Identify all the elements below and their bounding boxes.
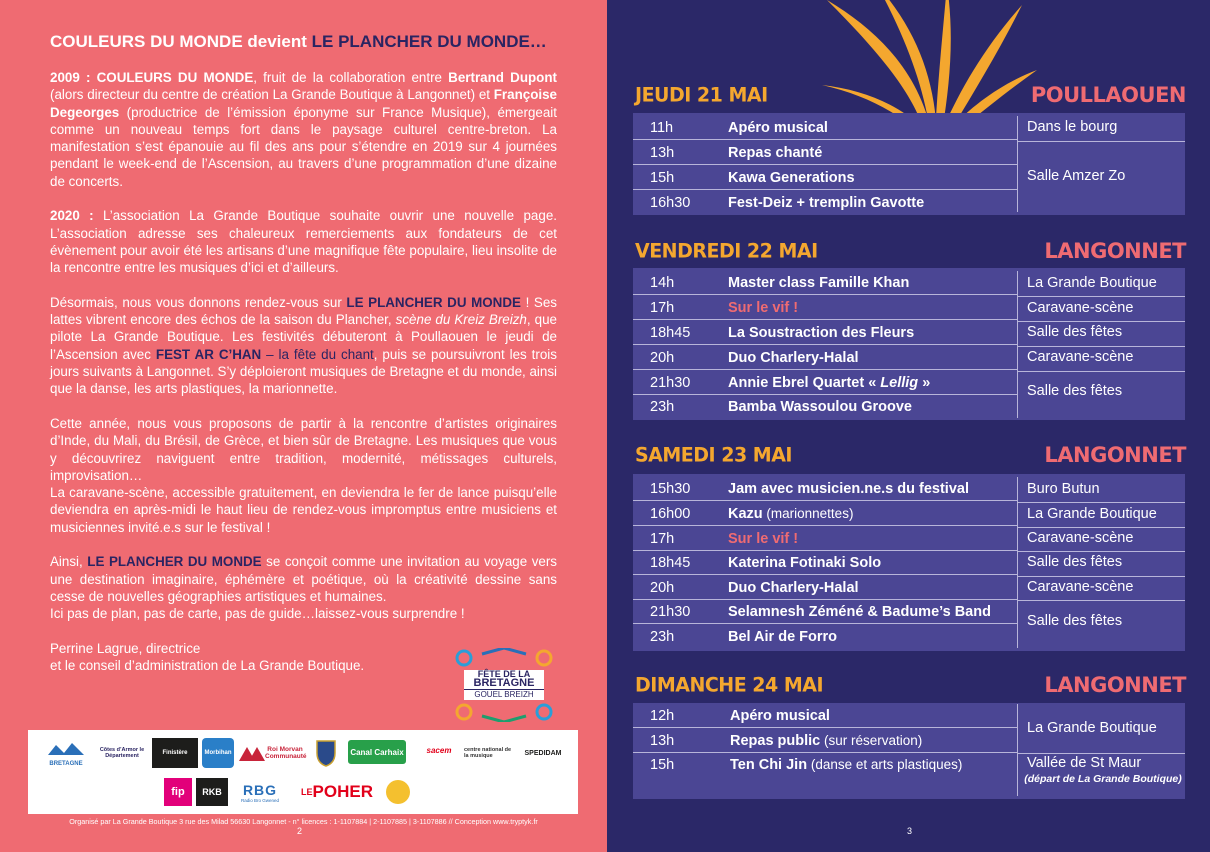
paragraph-2009 — [50, 69, 557, 190]
text-fragment: Ici pas de plan, pas de carte, pas de guide…laissez-vous surprendre ! — [50, 606, 465, 622]
day-heading-sunday: DIMANCHE 24 MAI — [635, 673, 824, 697]
time: 13h — [650, 732, 675, 749]
table-row — [633, 395, 1017, 419]
bretagne-label: BRETAGNE — [49, 761, 83, 767]
table-row — [633, 600, 1017, 624]
year-2009: 2009 : COULEURS DU MONDE — [50, 70, 254, 85]
act: Duo Charlery-Halal — [728, 349, 859, 366]
paragraph-2020 — [50, 207, 557, 276]
paragraph-plancher — [50, 294, 557, 398]
time: 15h30 — [650, 480, 691, 497]
act-highlight: Sur le vif ! — [728, 530, 799, 547]
venue-divider — [1018, 371, 1185, 372]
act — [728, 375, 930, 391]
town-heading-langonnet: LANGONNET — [1044, 443, 1186, 467]
time: 17h — [650, 299, 675, 316]
text-fragment: (productrice de l’émission éponyme sur France Musique), émergeait comme un nouveau temps fort dans le paysage culturel centre-breton. La manifestation s’est épanouie au fil des ans pour s’étendre en 2019 sur 4 journées pendant le week-end de l’Ascension, au travers d’une programmation d’une dizaine de concerts. — [50, 104, 557, 189]
table-row — [633, 116, 1017, 140]
paragraph-artists — [50, 415, 557, 536]
table-row — [633, 346, 1017, 370]
time: 23h — [650, 629, 675, 645]
venue-divider — [1018, 141, 1185, 142]
town-heading-langonnet: LANGONNET — [1044, 239, 1186, 263]
fete-logo-line1: FÊTE DE LA — [477, 669, 531, 679]
venue: Caravane-scène — [1027, 349, 1134, 365]
canal-carhaix-label: Canal Carhaix — [350, 747, 404, 757]
year-2020: 2020 : — [50, 208, 94, 224]
act: Bel Air de Forro — [728, 629, 838, 645]
time: 21h30 — [650, 603, 691, 620]
spedidam-label: SPEDIDAM — [524, 749, 562, 757]
time: 23h — [650, 399, 675, 415]
venue: Salle des fêtes — [1027, 613, 1123, 629]
column-divider — [1017, 704, 1018, 796]
venue: Caravane-scène — [1027, 300, 1134, 316]
act-note: (marionnettes) — [762, 505, 854, 521]
sacem-logo — [420, 740, 458, 760]
time: 12h — [650, 707, 675, 724]
rkb-label: RKB — [202, 787, 222, 797]
poher-prefix: LE — [301, 787, 313, 797]
schedule-table-friday — [633, 268, 1185, 420]
table-row — [633, 704, 1017, 728]
right-page — [607, 0, 1210, 852]
footer-credits: Organisé par La Grande Boutique 3 rue des Milad 56630 Langonnet - n° licences : 1-1107884 | 2-1107885 | 3-1107886 // Conception www.tryptyk.fr — [69, 817, 538, 826]
cotes-label: Côtes d’Armor le Département — [99, 747, 145, 759]
finistere-logo — [152, 738, 198, 768]
day-heading-saturday: SAMEDI 23 MAI — [635, 443, 792, 467]
table-row — [633, 166, 1017, 190]
venue-divider — [1018, 576, 1185, 577]
venue: La Grande Boutique — [1027, 275, 1157, 291]
table-row — [633, 477, 1017, 501]
text-fragment: (alors directeur du centre de création La Grande Boutique à Langonnet) et — [50, 87, 494, 103]
rbg-label: RBG — [242, 781, 278, 798]
morbihan-logo — [202, 738, 234, 768]
fip-logo — [164, 778, 192, 806]
venue: Salle des fêtes — [1027, 383, 1123, 399]
act-text-end: » — [918, 374, 931, 391]
text-fragment: La caravane-scène, accessible gratuitement, en deviendra le fer de lance puisqu’elle deviendra en après-midi le haut lieu de rendez-vous impromptus entre musiciens et musiciennes invité.e.s sur le festival ! — [50, 485, 557, 535]
fete-logo-line2: BRETAGNE — [473, 677, 535, 689]
act — [728, 531, 798, 547]
act: Fest-Deiz + tremplin Gavotte — [728, 195, 925, 211]
highlight-fest-ar-chan: FEST AR C’HAN — [155, 346, 262, 362]
fete-logo-line3: GOUEL BREIZH — [474, 690, 534, 699]
time: 18h45 — [650, 554, 691, 571]
text-fragment: , fruit de la collaboration entre — [253, 70, 449, 85]
page-title — [50, 32, 547, 52]
page-number-right: 3 — [907, 826, 913, 836]
table-row — [633, 371, 1017, 395]
venue-divider — [1018, 551, 1185, 552]
table-row — [633, 729, 1017, 753]
table-row — [633, 502, 1017, 526]
title-part1: COULEURS DU MONDE devient — [50, 32, 312, 51]
venue: Dans le bourg — [1027, 119, 1118, 135]
text-fragment: ! Ses lattes vibrent encore des échos de la saison du Plancher, — [50, 294, 557, 328]
time: 20h — [650, 579, 675, 596]
sacem-label: sacem — [426, 745, 452, 755]
act-note: (sur réservation) — [820, 732, 923, 748]
time: 17h — [650, 530, 675, 547]
text-fragment: Désormais, nous vous donnons rendez-vous sur — [50, 294, 347, 310]
fete-du-chant: – la fête du chant — [261, 346, 374, 362]
venue-divider — [1018, 321, 1185, 322]
table-row — [633, 527, 1017, 551]
region-bretagne-logo — [36, 738, 96, 770]
table-row — [633, 753, 1017, 777]
schedule-table-saturday — [633, 474, 1185, 651]
text-fragment: L’association La Grande Boutique souhaite ouvrir une nouvelle page. L’association adresse ses chaleureux remerciements aux fondateurs de cet évènement pour avoir été les artisans d’une magnifique fête populaire, lieu insolite de la rencontre entre les musiques d’ici et d’ailleurs. — [50, 208, 557, 276]
roi-morvan-icon — [239, 745, 265, 761]
rbg-logo — [232, 778, 288, 806]
venue: Salle des fêtes — [1027, 324, 1123, 340]
text-fragment: Cette année, nous vous proposons de partir à la rencontre d’artistes originaires d’Inde, du Mali, du Brésil, de Grèce, et bien sûr de Bretagne. Les musiques que vous y découvrirez naviguent entre tradition, modernité, métissages culturels, improvisation… — [50, 415, 557, 483]
column-divider — [1017, 271, 1018, 418]
act: Jam avec musicien.ne.s du festival — [728, 480, 969, 497]
venue-divider — [1018, 600, 1185, 601]
town-heading-poullaouen: POULLAOUEN — [1030, 83, 1186, 107]
morbihan-label: Morbihan — [204, 750, 232, 756]
act: Duo Charlery-Halal — [728, 579, 859, 596]
text-fragment: se conçoit comme une invitation au voyage vers une destination imaginaire, éphémère et poétique, où la créativité dessine sans cesse de nouvelles géographies artistiques et humaines. — [50, 554, 558, 604]
time: 11h — [650, 119, 674, 136]
act: Master class Famille Khan — [728, 274, 910, 291]
act-italic: Lellig — [880, 374, 919, 391]
roi-morvan-label: Roi Morvan Communauté — [265, 746, 307, 760]
act-text: Ten Chi Jin — [730, 757, 808, 773]
rbg-sublabel: Radio Bro Gwened — [240, 797, 280, 803]
act: Apéro musical — [728, 119, 828, 136]
venue-divider — [1018, 502, 1185, 503]
town-heading-langonnet: LANGONNET — [1044, 673, 1186, 697]
column-divider — [1017, 116, 1018, 212]
venue: La Grande Boutique — [1027, 720, 1157, 736]
act — [730, 757, 962, 773]
sponsor-logos — [28, 730, 578, 814]
act — [728, 300, 798, 316]
act: Bamba Wassoulou Groove — [728, 399, 912, 415]
schedule-table-sunday — [633, 703, 1185, 799]
name-degeorges: Françoise Degeorges — [50, 87, 557, 120]
act-highlight: Sur le vif ! — [728, 299, 799, 316]
time: 15h — [650, 757, 675, 773]
venue: Salle Amzer Zo — [1027, 168, 1126, 184]
act — [730, 733, 922, 749]
intro-text — [50, 69, 557, 692]
act: Kawa Generations — [728, 169, 855, 186]
act: Repas chanté — [728, 144, 823, 161]
coat-of-arms-icon — [315, 739, 337, 767]
coat-of-arms-logo — [312, 738, 340, 768]
venue: Buro Butun — [1027, 481, 1100, 497]
act: Katerina Fotinaki Solo — [728, 554, 882, 571]
highlight-plancher: LE PLANCHER DU MONDE — [346, 294, 521, 310]
venue-note: (départ de La Grande Boutique) — [1024, 773, 1182, 785]
time: 18h45 — [650, 324, 691, 341]
rkb-logo — [196, 778, 228, 806]
act — [728, 506, 853, 522]
act-text: Repas public — [730, 732, 821, 749]
venue: Caravane-scène — [1027, 579, 1134, 595]
canal-carhaix-logo — [348, 740, 406, 764]
le-poher-logo — [292, 780, 382, 804]
spedidam-logo — [516, 740, 570, 766]
table-row — [633, 141, 1017, 165]
act-note: (danse et arts plastiques) — [807, 757, 963, 772]
venue-divider — [1018, 753, 1185, 754]
roi-morvan-logo — [238, 738, 306, 768]
signature-line2: et le conseil d’administration de La Grande Boutique. — [50, 658, 365, 674]
venue: Vallée de St Maur — [1027, 755, 1142, 771]
paragraph-ainsi — [50, 553, 557, 622]
title-part2: LE PLANCHER DU MONDE… — [311, 32, 547, 51]
act: Apéro musical — [730, 707, 830, 724]
act-text: Kazu — [728, 505, 763, 522]
text-fragment: Ainsi, — [50, 554, 88, 570]
schedule-table-thursday — [633, 113, 1185, 215]
time: 16h30 — [650, 195, 691, 211]
day-heading-friday: VENDREDI 22 MAI — [635, 239, 818, 263]
table-row — [633, 271, 1017, 295]
highlight-plancher: LE PLANCHER DU MONDE — [87, 554, 262, 570]
venue: Salle des fêtes — [1027, 554, 1123, 570]
venue-divider — [1018, 346, 1185, 347]
cnm-label: centre national de la musique — [464, 747, 512, 759]
round-yellow-logo — [386, 780, 410, 804]
name-dupont: Bertrand Dupont — [448, 70, 558, 85]
cotes-darmor-logo — [96, 740, 148, 766]
table-row — [633, 551, 1017, 575]
act: La Soustraction des Fleurs — [728, 324, 915, 341]
time: 13h — [650, 144, 675, 161]
act-text: Annie Ebrel Quartet « — [728, 374, 881, 391]
day-heading-thursday: JEUDI 21 MAI — [635, 83, 768, 107]
finistere-label: Finistère — [162, 750, 188, 756]
venue: La Grande Boutique — [1027, 506, 1157, 522]
time: 21h30 — [650, 374, 691, 391]
poher-label: POHER — [312, 782, 373, 801]
fete-de-la-bretagne-logo — [452, 648, 556, 722]
act: Selamnesh Zéméné & Badume’s Band — [728, 603, 991, 620]
text-fragment: , puis se poursuivront les trois jours suivants à Langonnet. S’y déploieront musiques de Bretagne et du monde, ainsi que la danse, les arts plastiques, la marionnette. — [50, 346, 557, 397]
table-row — [633, 191, 1017, 215]
time: 20h — [650, 349, 675, 366]
time: 15h — [650, 169, 675, 186]
venue: Caravane-scène — [1027, 530, 1134, 546]
venue-divider — [1018, 527, 1185, 528]
signature-line1: Perrine Lagrue, directrice — [50, 640, 201, 656]
table-row — [633, 296, 1017, 320]
venue-divider — [1018, 296, 1185, 297]
table-row — [633, 321, 1017, 345]
table-row — [633, 625, 1017, 649]
text-fragment: , que pilote La Grande Boutique. Les festivités débuteront à Poullaouen le jeudi de l’Ascension avec — [50, 312, 557, 362]
page-number-left: 2 — [297, 826, 303, 836]
italic-kreiz-breizh: scène du Kreiz Breizh — [395, 312, 527, 328]
table-row — [633, 576, 1017, 600]
fip-label: fip — [171, 786, 185, 798]
cnm-logo — [464, 738, 512, 768]
time: 14h — [650, 274, 675, 291]
time: 16h00 — [650, 505, 691, 522]
